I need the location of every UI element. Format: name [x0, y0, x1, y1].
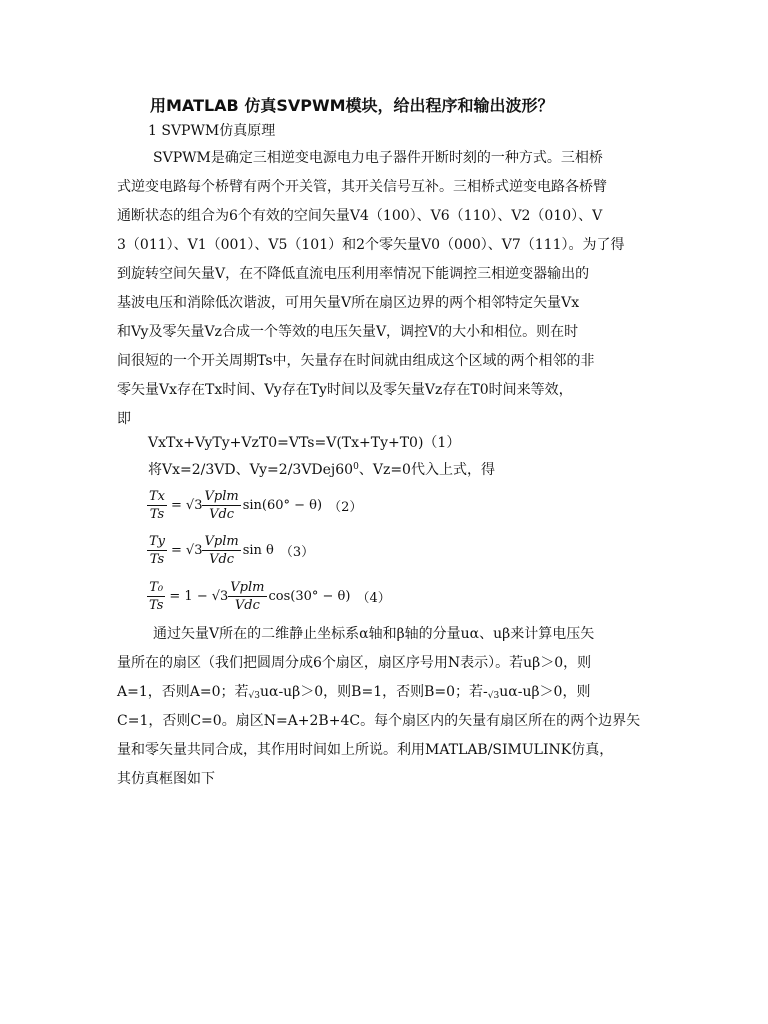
formula-4: $\frac{\text{T₀}}{Ts}$ = 1 − √3 $\frac{\text{Vplm}}{\text{Vdc}}$ cos(30° − θ) （4）	[149, 579, 391, 613]
sqrt-symbol: √3	[185, 497, 203, 513]
paragraph-line: A=1，否则A=0；若√3uα-uβ＞0，则B=1，否则B=0；若-√3uα-uβ＞0，则	[117, 684, 591, 701]
sqrt-symbol: √3	[487, 691, 500, 701]
fraction: $\frac{\text{Vplm}}{\text{Vdc}}$	[230, 579, 265, 613]
paragraph-line: 式逆变电路每个桥臂有两个开关管，其开关信号互补。三相桥式逆变电路各桥臂	[117, 179, 607, 195]
sqrt-symbol: √3	[211, 588, 229, 604]
equation-1: VxTx+VyTy+VzT0=VTs=V(Tx+Ty+T0)（1）	[148, 435, 461, 451]
substitution-line	[148, 459, 495, 479]
document-title: 用MATLAB 仿真SVPWM模块，给出程序和输出波形？	[150, 96, 554, 115]
sector-paragraph	[117, 620, 659, 794]
fraction: $\frac{\text{Vplm}}{\text{Vdc}}$	[204, 488, 239, 522]
paragraph-line: 其仿真框图如下	[117, 771, 215, 787]
sqrt-symbol: √3	[185, 542, 203, 558]
paragraph-line: 量和零矢量共同合成，其作用时间如上所说。利用MATLAB/SIMULINK仿真，	[117, 742, 614, 758]
superscript: 0	[353, 462, 359, 472]
sqrt-symbol: √3	[248, 691, 260, 701]
substitution-text-end: 、Vz=0代入上式，得	[358, 462, 495, 478]
paragraph-line: 通断状态的组合为6个有效的空间矢量V4（100）、V6（110）、V2（010）、V	[117, 208, 603, 224]
formula-3: $\frac{Ty}{Ts}$ = √3 $\frac{\text{Vplm}}{\text{Vdc}}$ sin θ （3）	[149, 533, 315, 567]
equation-number: （4）	[356, 590, 391, 606]
fraction: $\frac{\text{T₀}}{Ts}$	[149, 579, 164, 613]
paragraph-line: SVPWM是确定三相逆变电源电力电子器件开断时刻的一种方式。三相桥	[153, 150, 603, 166]
equation-number: （2）	[328, 499, 363, 515]
intro-paragraph	[117, 144, 659, 434]
paragraph-line: 即	[117, 411, 131, 427]
substitution-text: 将Vx=2/3VD、Vy=2/3VDej60	[148, 462, 354, 478]
paragraph-line: C=1，否则C=0。扇区N=A+2B+4C。每个扇区内的矢量有扇区所在的两个边界矢	[117, 713, 641, 729]
fraction: $\frac{Tx}{Ts}$	[149, 488, 166, 522]
equation-number: （3）	[279, 544, 315, 560]
paragraph-line: 间很短的一个开关周期Ts中，矢量存在时间就由组成这个区域的两个相邻的非	[117, 353, 595, 369]
fraction: $\frac{Ty}{Ts}$	[149, 533, 166, 567]
section-heading: 1 SVPWM仿真原理	[148, 123, 276, 139]
fraction: $\frac{\text{Vplm}}{\text{Vdc}}$	[204, 533, 239, 567]
formula-2: $\frac{Tx}{Ts}$ = √3 $\frac{\text{Vplm}}{\text{Vdc}}$ sin(60° − θ) （2）	[149, 488, 363, 522]
paragraph-line: 零矢量Vx存在Tx时间、Vy存在Ty时间以及零矢量Vz存在T0时间来等效，	[117, 382, 573, 398]
paragraph-line: 3（011）、V1（001）、V5（101）和2个零矢量V0（000）、V7（111）。为了得	[117, 237, 625, 253]
paragraph-line: 和Vy及零矢量Vz合成一个等效的电压矢量V，调控V的大小和相位。则在时	[117, 324, 579, 340]
paragraph-line: 基波电压和消除低次谐波，可用矢量V所在扇区边界的两个相邻特定矢量Vx	[117, 295, 580, 311]
paragraph-line: 量所在的扇区（我们把圆周分成6个扇区，扇区序号用N表示）。若uβ＞0，则	[117, 655, 592, 671]
paragraph-line: 通过矢量V所在的二维静止坐标系α轴和β轴的分量uα、uβ来计算电压矢	[153, 626, 595, 642]
paragraph-line: 到旋转空间矢量V，在不降低直流电压利用率情况下能调控三相逆变器输出的	[117, 266, 590, 282]
